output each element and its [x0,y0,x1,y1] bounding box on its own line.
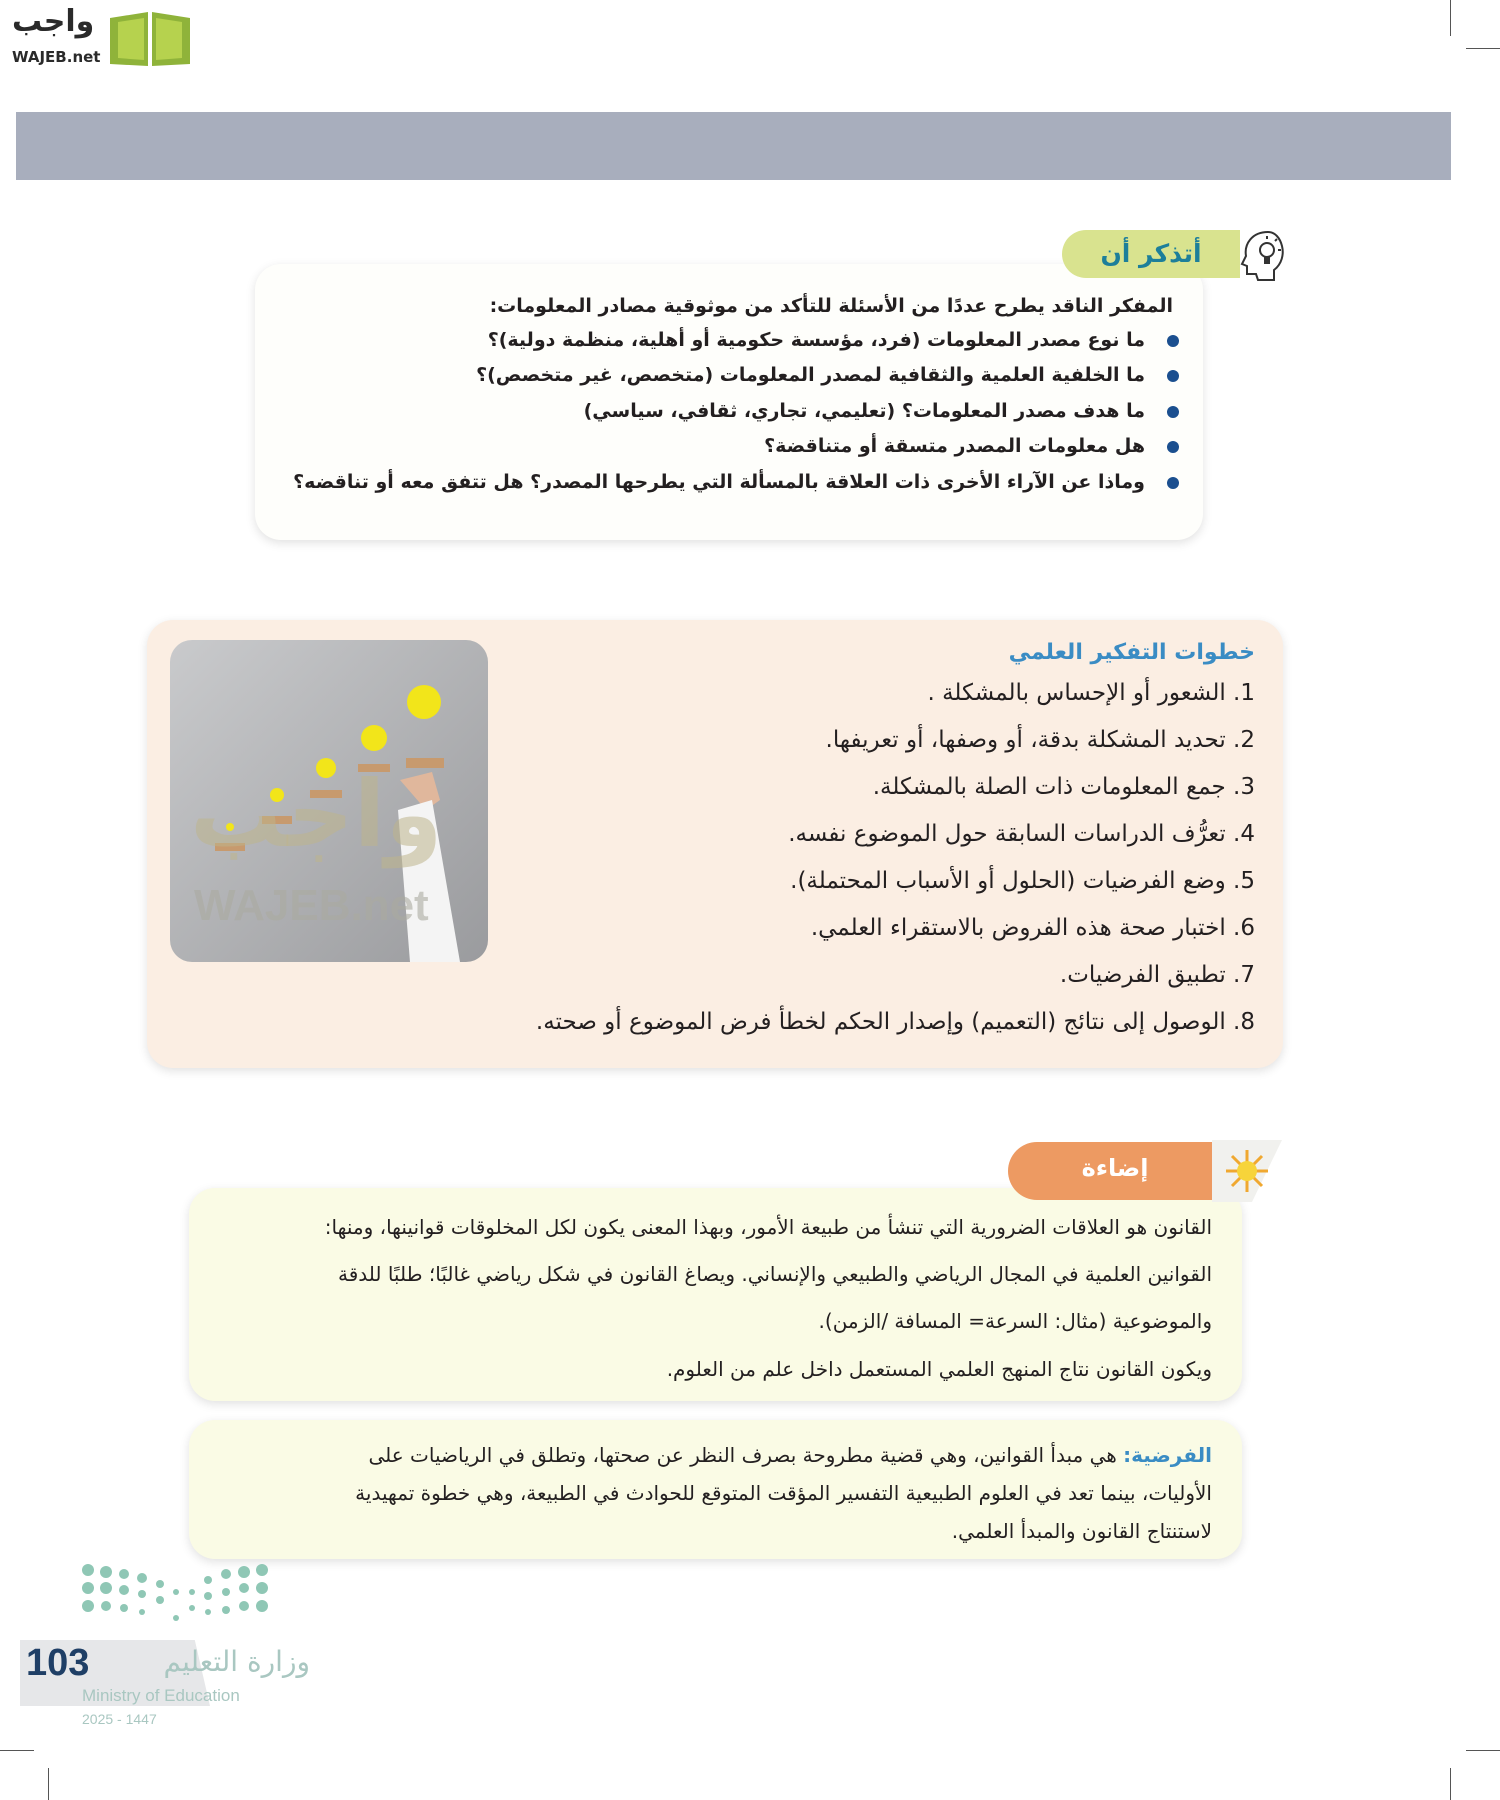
list-item-text: هل معلومات المصدر متسقة أو متناقضة؟ [764,435,1145,457]
step-item: 8. الوصول إلى نتائج (التعميم) وإصدار الحكم لخطأ فرض الموضوع أو صحته. [535,1009,1255,1035]
hypothesis-term: الفرضية: [1123,1443,1212,1467]
header-banner [16,112,1451,180]
hypothesis-text: هي مبدأ القوانين، وهي قضية مطروحة بصرف النظر عن صحتها، وتطلق في الرياضيات على [368,1443,1117,1467]
steps-title: خطوات التفكير العلمي [1008,640,1255,665]
edition-year: 2025 - 1447 [82,1711,157,1727]
bullet-icon [1167,441,1179,453]
step-item: 4. تعرُّف الدراسات السابقة حول الموضوع نفسه. [788,821,1255,847]
remember-title: أتذكر أن [1062,230,1240,278]
list-item [764,432,1179,460]
step-item: 2. تحديد المشكلة بدقة، أو وصفها، أو تعريفها. [825,727,1255,753]
lightbulb-stairs-image [170,640,488,962]
highlight-line: ويكون القانون نتاج المنهج العلمي المستعمل داخل علم من العلوم. [666,1357,1212,1381]
list-item [584,397,1179,425]
list-item [488,326,1179,354]
remember-intro: المفكر الناقد يطرح عددًا من الأسئلة للتأكد من موثوقية مصادر المعلومات: [489,295,1173,317]
page-number: 103 [26,1642,90,1684]
bullet-icon [1167,335,1179,347]
step-item: 7. تطبيق الفرضيات. [1059,962,1255,988]
ministry-name-en: Ministry of Education [82,1686,240,1705]
list-item-text: وماذا عن الآراء الأخرى ذات العلاقة بالمسألة التي يطرحها المصدر؟ هل تتفق معه أو تناقضه؟ [293,471,1145,493]
crop-mark [1466,48,1500,49]
ministry-name-ar: وزارة التعليم [163,1645,310,1678]
highlight-line: القانون هو العلاقات الضرورية التي تنشأ من طبيعة الأمور، وبهذا المعنى يكون لكل المخلوقات قوانينها، ومنها: [324,1215,1212,1239]
step-item: 3. جمع المعلومات ذات الصلة بالمشكلة. [872,774,1255,800]
head-lightbulb-icon [1238,228,1290,282]
ministry-logo [20,1560,320,1740]
logo-text-ar: واجب [12,4,95,39]
crop-mark [0,1750,34,1751]
list-item-text: ما الخلفية العلمية والثقافية لمصدر المعلومات (متخصص، غير متخصص)؟ [476,364,1145,386]
bullet-icon [1167,406,1179,418]
highlight-line: والموضوعية (مثال: السرعة= المسافة /الزمن). [818,1309,1212,1333]
watermark-text-en: WAJEB.net [194,881,429,930]
crop-mark [1450,1768,1451,1800]
crop-mark [1450,0,1451,36]
hypothesis-line: لاستنتاج القانون والمبدأ العلمي. [951,1519,1212,1543]
step-item: 6. اختبار صحة هذه الفروض بالاستقراء العلمي. [810,915,1255,941]
hypothesis-line [368,1440,1212,1470]
crop-mark [1466,1750,1500,1751]
highlight-line: القوانين العلمية في المجال الرياضي والطبيعي والإنساني. ويصاغ القانون في شكل رياضي غالبًا؛ طلبًا للدقة [337,1262,1212,1286]
list-item [293,468,1179,496]
list-item [476,361,1179,389]
book-icon [108,8,192,68]
step-item: 1. الشعور أو الإحساس بالمشكلة . [927,680,1255,706]
bullet-icon [1167,370,1179,382]
ministry-dots-icon [80,1560,270,1630]
sun-icon [1212,1140,1282,1202]
list-item-text: ما هدف مصدر المعلومات؟ (تعليمي، تجاري، ثقافي، سياسي) [583,400,1145,422]
bullet-icon [1167,477,1179,489]
crop-mark [48,1768,49,1800]
highlight-box [189,1188,1242,1401]
wajeb-logo[interactable] [8,4,193,70]
list-item-text: ما نوع مصدر المعلومات (فرد، مؤسسة حكومية أو أهلية، منظمة دولية)؟ [487,329,1145,351]
watermark-text-ar: واجب [190,761,443,868]
hypothesis-line: الأوليات، بينما تعد في العلوم الطبيعية التفسير المؤقت المتوقع للحوادث في الطبيعة، وهي خطوة تمهيدية [355,1481,1212,1505]
highlight-title: إضاءة [1008,1142,1222,1200]
step-item: 5. وضع الفرضيات (الحلول أو الأسباب المحتملة). [790,868,1255,894]
remember-box [255,264,1203,540]
hypothesis-box [189,1420,1242,1559]
logo-text-en: WAJEB.net [12,48,101,66]
